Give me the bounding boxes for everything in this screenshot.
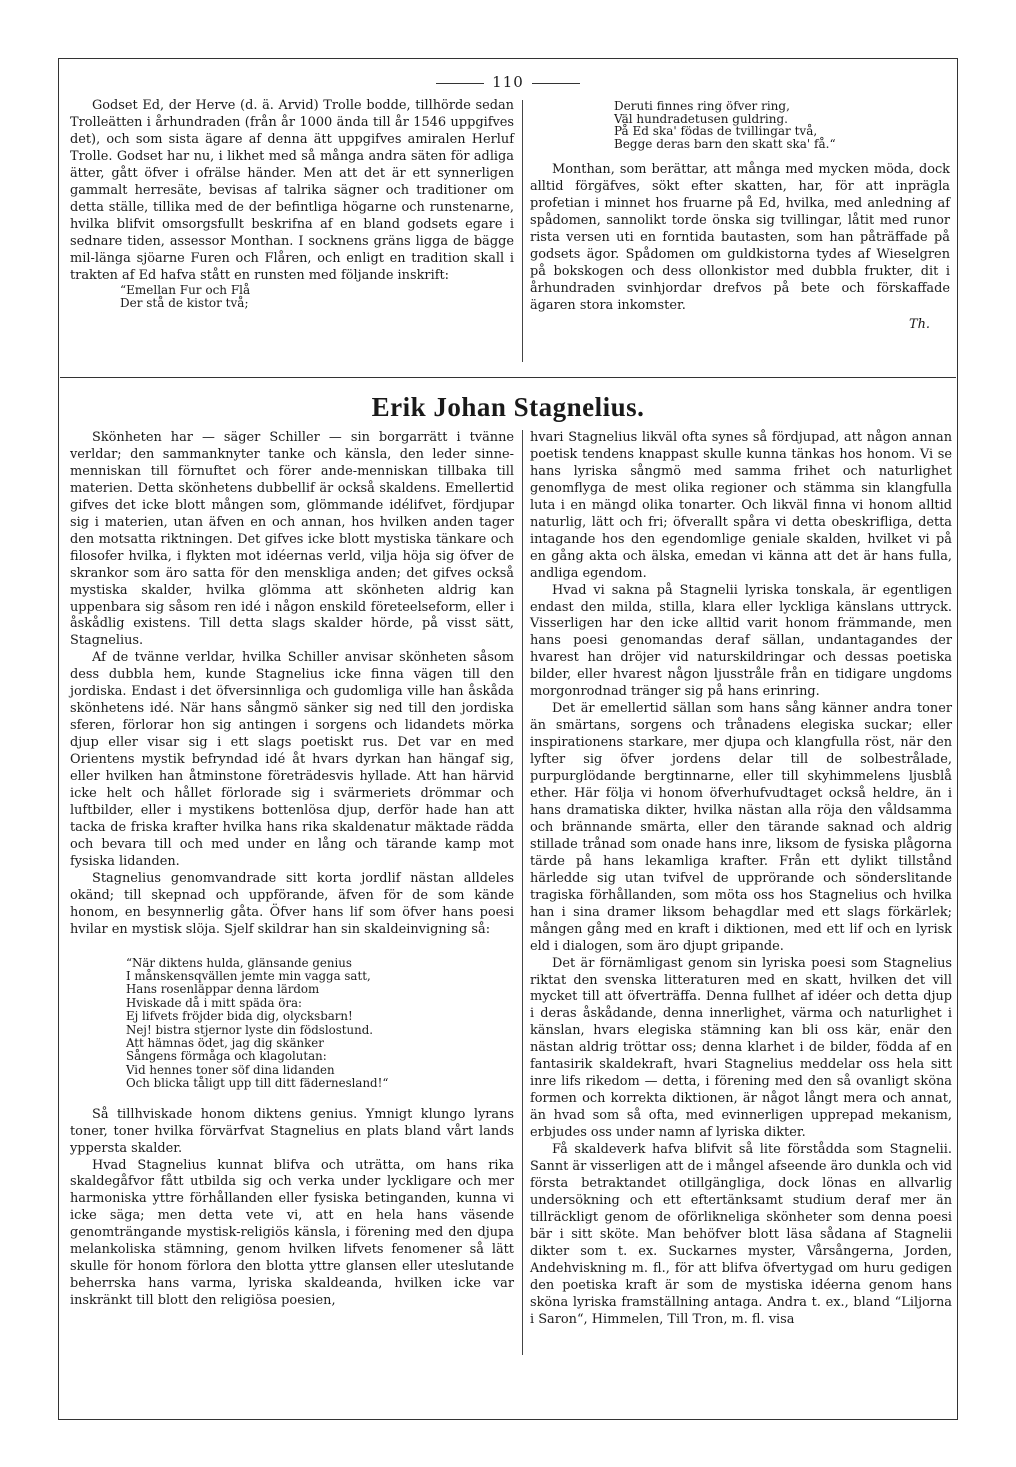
article-right-column: [530, 430, 952, 1329]
top-left-column: [70, 98, 514, 309]
verse-line: Väl hundradetusen guldring.: [614, 111, 788, 126]
verse-line: På Ed ska' födas de tvillingar två,: [614, 124, 818, 138]
verse-line: Deruti finnes ring öfver ring,: [614, 99, 790, 113]
paragraph: Så tillhviskade honom diktens genius. Ymnigt klungo lyrans toner, toner hvilka förvärfvat Stagnelius en plats bland vårt lands yppersta skalder.: [70, 1106, 514, 1156]
paragraph: Godset Ed, der Herve (d. ä. Arvid) Trolle bodde, tillhörde sedan Trolleätten i århundraden (från år 1000 ända till år 1546 uppgifves det), och som sista ägare af denna ätt uppgifves amiralen Herluf Trolle. Godset har nu, i likhet med så många andra säten för adliga ätter, gått öfver i ofrälse händer. Men att det är ett synnerligen gammalt herresäte, bevisas af talrika sägner och traditioner om detta ställe, tillika med de der befintliga högarne och runstenarne, hvilka blifvit omsorgsfullt beskrifna af en bland godsets egare i sednare tiden, assessor Monthan. I socknens gräns ligga de bägge mil-länga sjöarne Furen och Flåren, och enligt en tradition skall i trakten af Ed hafva stått en runsten med följande inskrift:: [70, 98, 514, 283]
poem-line: Och blicka tåligt upp till ditt fädernesland!“: [126, 1076, 389, 1091]
verse-line: Begge deras barn den skatt ska' få.“: [614, 136, 836, 151]
poem-line: Att hämnas ödet, jag dig skänker: [126, 1036, 324, 1051]
page-number-header: [0, 73, 1016, 91]
poem-line: Nej! bistra stjernor lyste din födslostund.: [126, 1022, 374, 1037]
paragraph: hvari Stagnelius likväl ofta synes så fördjupad, att någon annan poetisk tendens knappast skulle kunna tänkas hos honom. Vi se hans lyriska sångmö med samma frihet och naturlighet genomflyga de mest olika regioner och stämma sin klangfulla luta i en mängd olika tonarter. Och likväl finna vi honom alltid naturlig, lätt och fri; öfverallt spåra vi detta obeskrifliga, detta intagande hos den egendomlige geniale skalden, hvilket vi på en gång akta och älska, emedan vi känna att det är hans fulla, andliga egendom.: [530, 430, 952, 581]
column-divider-top: [522, 100, 523, 362]
column-divider-article: [522, 430, 523, 1355]
section-divider: [60, 377, 956, 378]
poem-line: I månskensqvällen jemte min vagga satt,: [126, 969, 371, 983]
paragraph: Af de tvänne verldar, hvilka Schiller anvisar skönheten såsom dess dubbla hem, kunde Stagnelius icke finna vägen till den jordiska. Endast i det öfversinnliga och gudomliga ville han åskåda skönhetens idé. När hans sångmö sänker sig ned till den jordiska sferen, förlorar hon sig antingen i sorgens och lidandets mörka djup eller visar sig i ett slags poetiskt rus. Det var en med Orientens mystik befryndad idé åt hvars dyrkan han hängaf sig, eller hvilken han åtminstone företrädesvis hyllade. Att han härvid icke helt och hållet förlorade sig i svärmeriets drömmar och luftbilder, eller i mystikens bottenlösa djup, derför hade han att tacka de friska krafter hvilka hans rika skaldenatur mäktade rädda och bevara till och med under en lång och tärande kamp mot fysiska lidanden.: [70, 650, 514, 869]
verse-line: “Emellan Fur och Flå: [120, 283, 251, 298]
top-right-column: [530, 100, 950, 334]
poem: [126, 957, 514, 1091]
paragraph: Hvad vi sakna på Stagnelii lyriska tonskala, är egentligen endast den milda, stilla, klara eller lyckliga känslans uttryck. Visserligen har den icke alltid varit honom främmande, men hans poesi genomandas deraf sällan, undantagandes der hvarest han dröjer vid naturskildringar och dessas poetiska bilder, eller hvarest någon ljusstråle från en tidigare ungdoms morgonrodnad tränger sig på hans erinring.: [530, 582, 952, 700]
paragraph: Det är förnämligast genom sin lyriska poesi som Stagnelius riktat den svenska litteraturen med en skatt, hvilken det vill mycket till att öfverträffa. Denna fullhet af idéer och detta djup i deras åskådande, denna innerlighet, värma och naturlighet i känslan, hvars elegiska stämning kan bli oss kär, enär den nästan aldrig tröttar oss; denna klarhet i de bilder, födda af en fantasirik skaldekraft, hvari Stagnelius meddelar oss hela sitt inre lifs rikedom — detta, i förening med den så ovanligt sköna formen och korrekta diktionen, är något långt mera och annat, än hvad som så ofta, med evinnerligen upprepad mekanism, erbjudes oss under namn af lyriska dikter.: [530, 955, 952, 1141]
inscription-verse-right: [614, 100, 950, 150]
signature: Th.: [909, 316, 930, 332]
paragraph: Hvad Stagnelius kunnat blifva och uträtta, om hans rika skaldegåfvor fått utbilda sig och verka under lyckligare och mer harmoniska yttre förhållanden eller fysiska betinganden, kunna vi icke säga; men detta vete vi, att en hela hans väsende genomträngande mystisk-religiös känsla, i förening med den djupa melankoliska stämning, genom hvilken lifvets fenomener så lätt skulle för honom förlora den blotta yttre glansen eller uteslutande beherrska hans varma, lyriska skaldeanda, hvilken icke var inskränkt till blott den religiösa poesien,: [70, 1157, 514, 1309]
article-left-column: [70, 430, 514, 1310]
poem-line: Ej lifvets fröjder bida dig, olycksbarn!: [126, 1009, 353, 1024]
poem-line: Hans rosenläppar denna lärdom: [126, 982, 320, 997]
paragraph: Skönheten har — säger Schiller — sin borgarrätt i tvänne verldar; den sammanknyter tanke och känsla, den leder sinne-menniskan till förnuftet och förer ande-menniskan tillbaka till materien. Detta skönhetens dubbellif är också skaldens. Emellertid gifves det icke blott mången som, glömmande idélifvet, fördjupar sig i materien, utan äfven en och annan, hos hvilken anden tager den motsatta riktningen. Det gifves icke blott mystiska tänkare och filosofer hvilka, i flykten mot idéernas verld, vilja höja sig öfver de skrankor som äro satta för den menskliga anden; det gifves också mystiska skalder, hvilka glömma att skönheten aldrig kan uppenbara sig såsom ren idé i någon enskild företeelseform, eller i åskådlig existens. Till detta slags skalder hörde, på visst sätt, Stagnelius.: [70, 430, 514, 649]
header-rule-right: [532, 83, 580, 84]
poem-line: Hviskade då i mitt späda öra:: [126, 995, 303, 1010]
poem-line: “När diktens hulda, glänsande genius: [126, 955, 352, 970]
poem-line: Vid hennes toner söf dina lidanden: [126, 1062, 335, 1077]
page-number: 110: [492, 73, 524, 91]
paragraph: Stagnelius genomvandrade sitt korta jordlif nästan alldeles okänd; till skepnad och uppförande, äfven för de som kände honom, en besynnerlig gåta. Öfver hans lif som öfver hans poesi hvilar en mystisk slöja. Sjelf skildrar han sin skaldeinvigning så:: [70, 870, 514, 937]
inscription-verse-left: [120, 284, 514, 309]
paragraph: Det är emellertid sällan som hans sång känner andra toner än smärtans, sorgens och trånadens elegiska suckar; eller inspirationens starkare, mer djupa och klangfulla röst, när den lyfter sig öfver jordens delar till de solbestrålade, purpurglödande bergtinnarne, eller till skyhimmelens ljusblå ether. Här följa vi honom öfverhufvudtaget också heldre, än i hans dramatiska dikter, hvilka nästan alla röja den våldsamma och brännande smärta, eller den tärande saknad och aldrig stillade trånad som onade hans inre, liksom de fysiska plågorna tärde på hans lekamliga krafter. Från ett dylikt tillstånd härledde sig utan tvifvel de upprörande och sönderslitande tragiska förhållanden, som möta oss hos Stagnelius och hvilka han i sina dramer liksom behagdlar med ett slags förkärlek; mången gång med en kraft i diktionen, med ett lif och en lyrisk eld i dialogen, som äro djupt gripande.: [530, 701, 952, 954]
paragraph: Få skaldeverk hafva blifvit så lite förstådda som Stagnelii. Sannt är visserligen att de i mångel afseende äro dunkla och vid första betraktandet otillgängliga, dock lönas en allvarlig undersökning och ett eftertänksamt studium deraf mer än tillräckligt genom de oförlikneliga skönheter som denna poesi bär i sitt sköte. Man behöfver blott läsa sådana af Stagnelii dikter som t. ex. Suckarnes myster, Vårsångerna, Jorden, Andehviskning m. fl., för att blifva öfvertygad om huru gedigen den poetiska kraft är som de mystiska idéerna genom hans sköna lyriska framställning antaga. Andra t. ex., bland “Liljorna i Saron“, Himmelen, Till Tron, m. fl. visa: [530, 1142, 952, 1327]
poem-line: Sångens förmåga och klagolutan:: [126, 1049, 327, 1064]
paragraph: Monthan, som berättar, att många med mycken möda, dock alltid förgäfves, sökt efter skatten, har, för att inprägla profetian i minnet hos fruarne på Ed, hvilka, med anledning af spådomen, sannolikt torde önska sig tvillingar, låtit med runor rista versen uti en forntida bautasten, som han påträffade på godsets ägor. Spådomen om guldkistorna tydes af Wieselgren på bokskogen och dess ollonkistor med dubbla frukter, dit i århundraden svinhjordar drefvos på bete och förskaffade ägaren stora inkomster.: [530, 162, 950, 313]
article-title: Erik Johan Stagnelius.: [371, 392, 645, 422]
verse-line: Der stå de kistor två;: [120, 295, 249, 310]
header-rule-left: [436, 83, 484, 84]
